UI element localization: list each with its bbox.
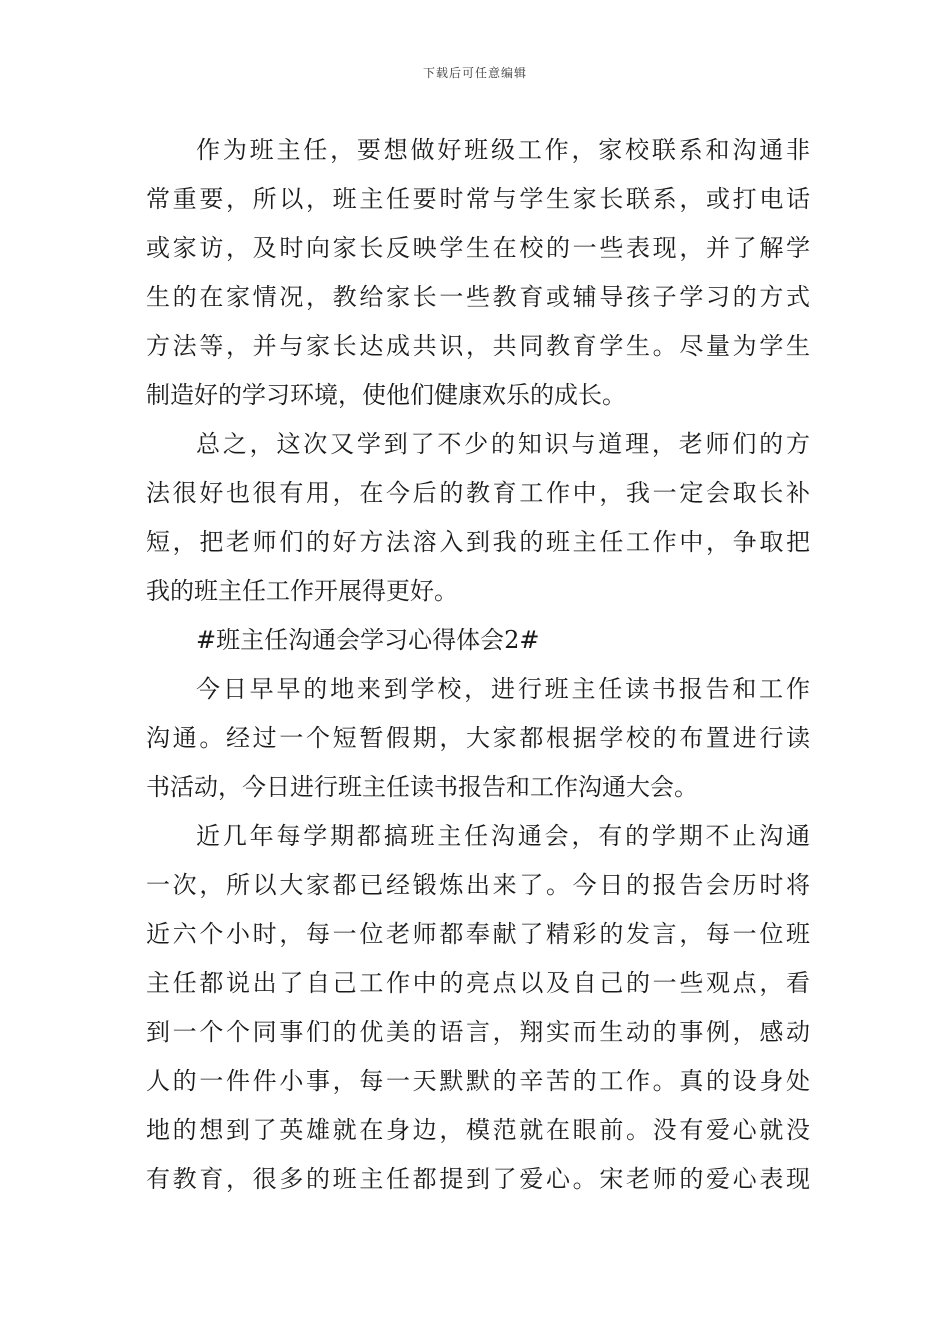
paragraph-line: 今日早早的地来到学校，进行班主任读书报告和工作	[196, 675, 810, 703]
paragraph-line: 我的班主任工作开展得更好。	[146, 577, 458, 605]
paragraph-line: 有教育，很多的班主任都提到了爱心。宋老师的爱心表现	[146, 1165, 810, 1193]
paragraph-line: 法很好也很有用，在今后的教育工作中，我一定会取长补	[146, 479, 810, 507]
paragraph-line: 主任都说出了自己工作中的亮点以及自己的一些观点，看	[146, 969, 810, 997]
paragraph-line: 或家访，及时向家长反映学生在校的一些表现，并了解学	[146, 234, 810, 262]
paragraph-line: 书活动，今日进行班主任读书报告和工作沟通大会。	[146, 773, 698, 801]
paragraph-line: 地的想到了英雄就在身边，模范就在眼前。没有爱心就没	[146, 1116, 810, 1144]
paragraph-line: 到一个个同事们的优美的语言，翔实而生动的事例，感动	[146, 1018, 810, 1046]
paragraph-line: 近六个小时，每一位老师都奉献了精彩的发言，每一位班	[146, 920, 810, 948]
paragraph-line: 近几年每学期都搞班主任沟通会，有的学期不止沟通	[196, 822, 810, 850]
paragraph-line: 生的在家情况，教给家长一些教育或辅导孩子学习的方式	[146, 283, 810, 311]
header-note: 下载后可任意编辑	[422, 66, 527, 80]
paragraph-line: 短，把老师们的好方法溶入到我的班主任工作中，争取把	[146, 528, 810, 556]
paragraph-line: 作为班主任，要想做好班级工作，家校联系和沟通非	[196, 136, 810, 164]
paragraph-line: 人的一件件小事，每一天默默的辛苦的工作。真的设身处	[146, 1067, 810, 1095]
paragraph-line: 一次，所以大家都已经锻炼出来了。今日的报告会历时将	[146, 871, 810, 899]
section-heading: #班主任沟通会学习心得体会2#	[196, 626, 540, 654]
paragraph-line: 沟通。经过一个短暂假期，大家都根据学校的布置进行读	[146, 724, 810, 752]
paragraph-line: 常重要，所以，班主任要时常与学生家长联系，或打电话	[146, 185, 810, 213]
paragraph-line: 制造好的学习环境，使他们健康欢乐的成长。	[146, 381, 626, 409]
body-text	[146, 126, 810, 1204]
paragraph-line: 方法等，并与家长达成共识，共同教育学生。尽量为学生	[146, 332, 810, 360]
paragraph-line: 总之，这次又学到了不少的知识与道理，老师们的方	[196, 430, 810, 458]
